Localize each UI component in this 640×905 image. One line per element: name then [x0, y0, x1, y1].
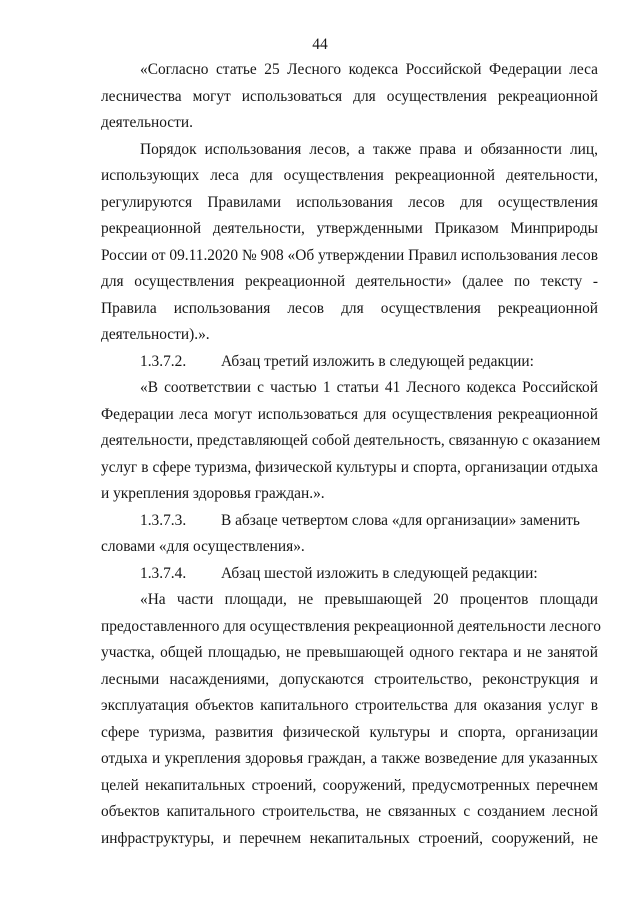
clause-number: 1.3.7.2. [140, 352, 187, 370]
text-line: деятельности, представляющей собой деятельность, связанную с оказанием [101, 432, 601, 449]
text-line: использующих леса для осуществления рекреационной деятельности, [101, 167, 598, 184]
page-number: 44 [312, 36, 328, 53]
text-line: «На части площади, не превышающей 20 процентов площади [140, 591, 598, 608]
text-line: эксплуатация объектов капитального строительства для оказания услуг в [101, 697, 598, 714]
text-line: и укрепления здоровья граждан.». [101, 485, 325, 502]
text-line: объектов капитального строительства, не связанных с созданием лесной [101, 803, 598, 820]
text-line: России от 09.11.2020 № 908 «Об утверждении Правил использования лесов [101, 246, 598, 264]
text-line: сфере туризма, развития физической культуры и спорта, организации [101, 723, 598, 741]
text-line: деятельности).». [101, 326, 210, 343]
clause-line [101, 508, 598, 535]
text-line: предоставленного для осуществления рекреационной деятельности лесного [101, 617, 601, 635]
text-line: для осуществления рекреационной деятельности» (далее по тексту - [101, 273, 598, 290]
clause-number: 1.3.7.4. [140, 564, 187, 582]
text-line: целей некапитальных строений, сооружений, предусмотренных перечнем [101, 776, 598, 794]
clause-text: Абзац третий изложить в следующей редакции: [221, 352, 534, 370]
text-line: рекреационной деятельности, утвержденными Приказом Минприроды [101, 220, 598, 237]
clause-text: В абзаце четвертом слова «для организации» заменить [221, 511, 580, 529]
text-line: Порядок использования лесов, а также права и обязанности лиц, [140, 140, 598, 158]
text-line: участка, общей площадью, не превышающей одного гектара и не занятой [101, 644, 598, 661]
body-text [101, 57, 601, 852]
text-line: деятельности. [101, 114, 193, 131]
clause-line [101, 561, 598, 588]
text-line: услуг в сфере туризма, физической культуры и спорта, организации отдыха [101, 458, 598, 476]
clause-text: Абзац шестой изложить в следующей редакции: [221, 564, 538, 582]
text-line: регулируются Правилами использования лесов для осуществления [101, 193, 598, 211]
text-line: лесничества могут использоваться для осуществления рекреационной [101, 87, 598, 105]
text-line: Правила использования лесов для осуществления рекреационной [101, 299, 598, 317]
text-line: инфраструктуры, и перечнем некапитальных строений, сооружений, не [101, 829, 598, 847]
text-line: Федерации леса могут использоваться для осуществления рекреационной [101, 405, 598, 423]
text-line: словами «для осуществления». [101, 538, 305, 555]
clause-line [101, 349, 598, 376]
text-line: лесными насаждениями, допускаются строительство, реконструкция и [101, 670, 598, 688]
text-line: «В соответствии с частью 1 статьи 41 Лесного кодекса Российской [140, 379, 598, 396]
text-line: отдыха и укрепления здоровья граждан, а также возведение для указанных [101, 750, 598, 767]
clause-number: 1.3.7.3. [140, 511, 187, 529]
text-line: «Согласно статье 25 Лесного кодекса Российской Федерации леса [140, 61, 598, 78]
